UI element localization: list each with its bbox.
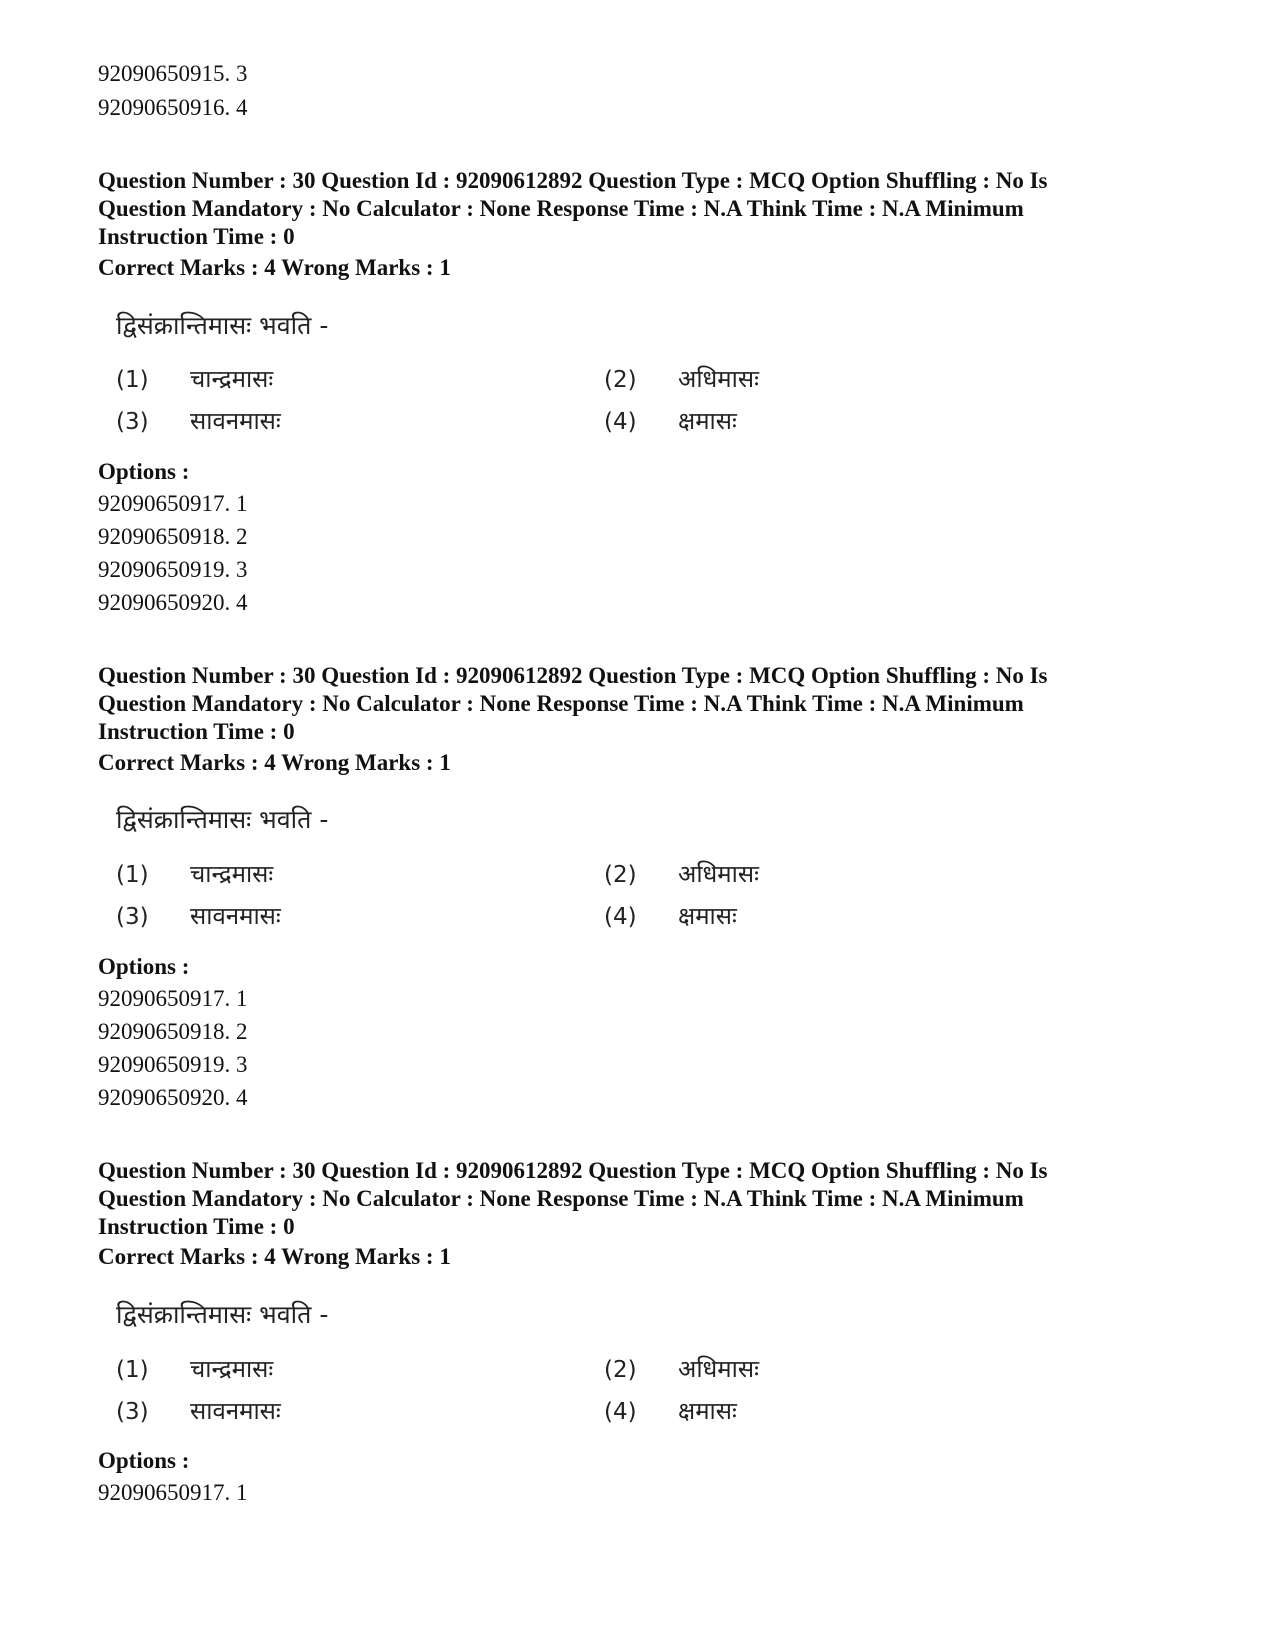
question-text: द्विसंक्रान्तिमासः भवति - — [116, 1300, 329, 1329]
question-meta-line: Question Number : 30 Question Id : 92090612892 Question Type : MCQ Option Shuffling : No Is — [98, 168, 1048, 193]
question-meta — [98, 1157, 1188, 1241]
choice-text: क्षमासः — [678, 1397, 737, 1425]
choice-number: (1) — [116, 862, 149, 888]
choice-text: क्षमासः — [678, 407, 737, 435]
marks-line: Correct Marks : 4 Wrong Marks : 1 — [98, 1244, 451, 1269]
choice-number: (4) — [604, 1399, 637, 1425]
choice-text: चान्द्रमासः — [190, 860, 274, 888]
options-label: Options : — [98, 1448, 190, 1473]
question-meta-line: Instruction Time : 0 — [98, 224, 295, 249]
question-meta-line: Instruction Time : 0 — [98, 1214, 295, 1239]
option-line: 92090650918. 2 — [98, 524, 248, 549]
choice-number: (4) — [604, 409, 637, 435]
choice-text: सावनमासः — [190, 1397, 281, 1425]
option-line: 92090650918. 2 — [98, 1019, 248, 1044]
question-meta-line: Instruction Time : 0 — [98, 719, 295, 744]
question-text: द्विसंक्रान्तिमासः भवति - — [116, 311, 329, 340]
marks-line: Correct Marks : 4 Wrong Marks : 1 — [98, 750, 451, 775]
answer-choice — [604, 1396, 737, 1427]
choice-text: अधिमासः — [678, 365, 759, 393]
choice-number: (3) — [116, 409, 149, 435]
choice-number: (1) — [116, 367, 149, 393]
choice-number: (2) — [604, 1357, 637, 1383]
choice-number: (3) — [116, 904, 149, 930]
option-line: 92090650917. 1 — [98, 986, 248, 1011]
marks-line: Correct Marks : 4 Wrong Marks : 1 — [98, 255, 451, 280]
option-line: 92090650917. 1 — [98, 1480, 248, 1505]
answer-choice — [116, 364, 273, 395]
answer-choice — [604, 406, 737, 437]
question-meta-line: Question Mandatory : No Calculator : None Response Time : N.A Think Time : N.A Minimum — [98, 691, 1024, 716]
options-label: Options : — [98, 459, 190, 484]
option-line: 92090650915. 3 — [98, 61, 248, 86]
choice-text: सावनमासः — [190, 407, 281, 435]
option-line: 92090650920. 4 — [98, 1085, 248, 1110]
answer-choice — [604, 901, 737, 932]
option-line: 92090650919. 3 — [98, 557, 248, 582]
question-meta-line: Question Mandatory : No Calculator : None Response Time : N.A Think Time : N.A Minimum — [98, 1186, 1024, 1211]
question-meta — [98, 662, 1188, 746]
choice-text: अधिमासः — [678, 1355, 759, 1383]
answer-choice — [116, 859, 273, 890]
answer-choice — [116, 901, 281, 932]
choice-text: चान्द्रमासः — [190, 365, 274, 393]
question-meta-line: Question Number : 30 Question Id : 92090612892 Question Type : MCQ Option Shuffling : No Is — [98, 1158, 1048, 1183]
option-line: 92090650919. 3 — [98, 1052, 248, 1077]
choice-number: (3) — [116, 1399, 149, 1425]
options-label: Options : — [98, 954, 190, 979]
choice-text: सावनमासः — [190, 902, 281, 930]
choice-number: (1) — [116, 1357, 149, 1383]
answer-choice — [116, 1396, 281, 1427]
question-meta-line: Question Mandatory : No Calculator : None Response Time : N.A Think Time : N.A Minimum — [98, 196, 1024, 221]
answer-choice — [604, 1354, 759, 1385]
choice-number: (4) — [604, 904, 637, 930]
option-line: 92090650916. 4 — [98, 95, 248, 120]
choice-text: अधिमासः — [678, 860, 759, 888]
answer-choice — [604, 859, 759, 890]
option-line: 92090650917. 1 — [98, 491, 248, 516]
question-meta — [98, 167, 1188, 251]
choice-text: चान्द्रमासः — [190, 1355, 274, 1383]
question-meta-line: Question Number : 30 Question Id : 92090612892 Question Type : MCQ Option Shuffling : No Is — [98, 663, 1048, 688]
answer-choice — [116, 406, 281, 437]
answer-choice — [604, 364, 759, 395]
choice-number: (2) — [604, 367, 637, 393]
choice-text: क्षमासः — [678, 902, 737, 930]
answer-choice — [116, 1354, 273, 1385]
choice-number: (2) — [604, 862, 637, 888]
option-line: 92090650920. 4 — [98, 590, 248, 615]
question-text: द्विसंक्रान्तिमासः भवति - — [116, 805, 329, 834]
